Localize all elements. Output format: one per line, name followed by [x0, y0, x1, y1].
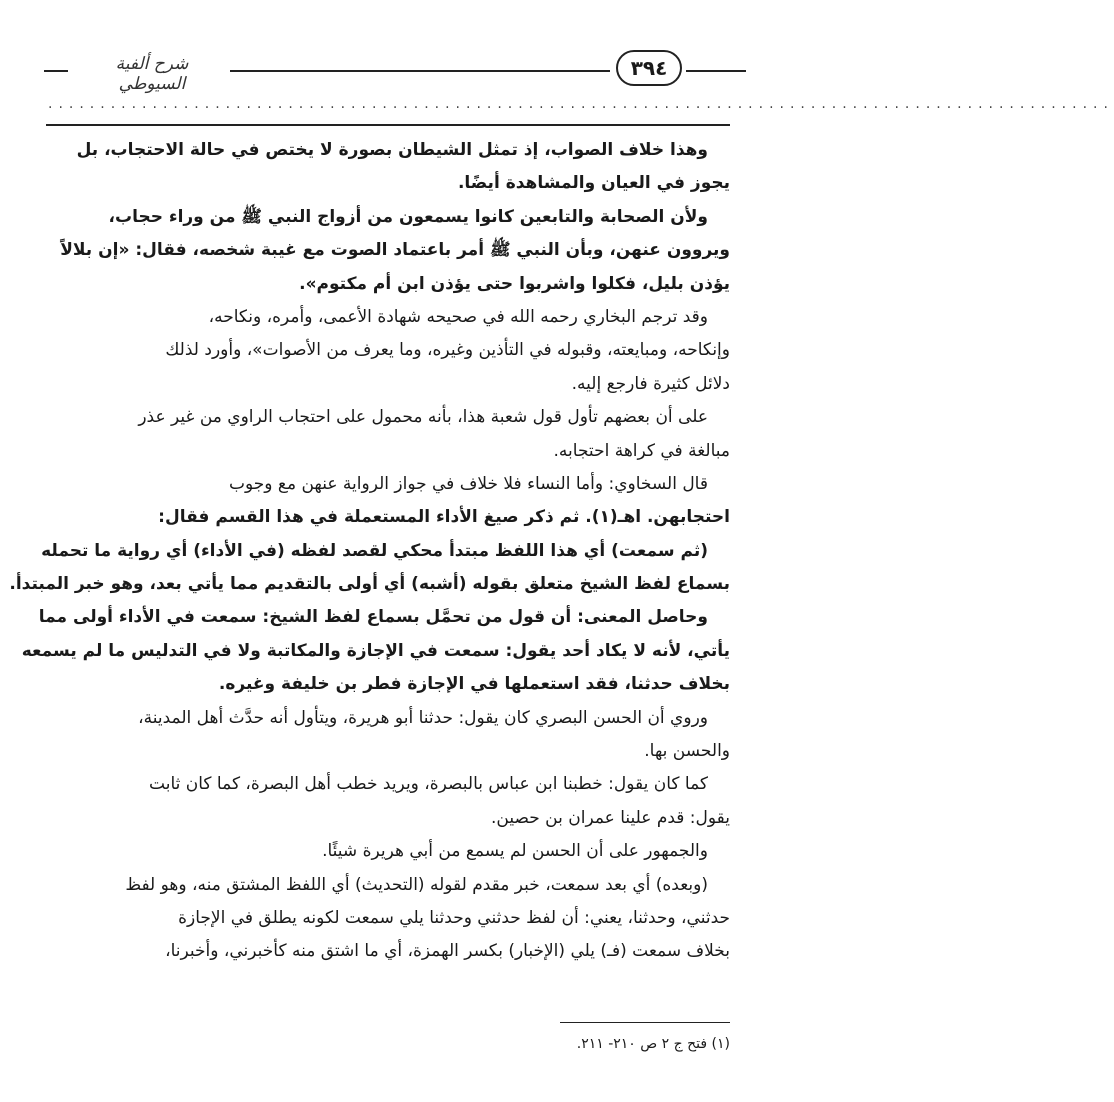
text-line: وقد ترجم البخاري رحمه الله في صحيحه شهادة الأعمى، وأمره، ونكاحه، — [208, 306, 708, 327]
text-line: وروي أن الحسن البصري كان يقول: حدثنا أبو هريرة، ويتأول أنه حدَّث أهل المدينة، — [138, 707, 708, 728]
text-line: حدثني، وحدثنا، يعني: أن لفظ حدثني وحدثنا يلي سمعت لكونه يطلق في الإجازة — [178, 907, 730, 928]
header-rule-middle — [230, 70, 610, 72]
text-line: وحاصل المعنى: أن قول من تحمَّل بسماع لفظ الشيخ: سمعت في الأداء أولى مما — [38, 607, 708, 628]
text-line: احتجابهن. اهـ(١). ثم ذكر صيغ الأداء المستعملة في هذا القسم فقال: — [158, 507, 730, 528]
text-line: بخلاف سمعت (فـ) يلي (الإخبار) بكسر الهمزة، أي ما اشتق منه كأخبرني، وأخبرنا، — [165, 941, 730, 962]
text-line: بخلاف حدثنا، فقد استعملها في الإجازة فطر بن خليفة وغيره. — [218, 674, 730, 695]
page-header — [30, 48, 750, 94]
running-title: شرح ألفية السيوطي — [115, 54, 189, 94]
text-line: مبالغة في كراهة احتجابه. — [553, 440, 730, 461]
page-number: ٣٩٤ — [616, 50, 682, 86]
text-line: ولأن الصحابة والتابعين كانوا يسمعون من أزواج النبي ﷺ من وراء حجاب، — [108, 206, 708, 227]
text-line: وهذا خلاف الصواب، إذ تمثل الشيطان بصورة لا يختص في حالة الاحتجاب، بل — [76, 140, 708, 160]
body-text — [9, 134, 730, 969]
text-line: والحسن بها. — [644, 741, 730, 762]
footnote: (١) فتح ج ٢ ص ٢١٠- ٢١١. — [576, 1036, 730, 1052]
text-line: وإنكاحه، ومبايعته، وقبوله في التأذين وغيره، وما يعرف من الأصوات»، وأورد لذلك — [165, 340, 730, 361]
text-line: بسماع لفظ الشيخ متعلق بقوله (أشبه) أي أولى بالتقديم مما يأتي بعد، وهو خبر المبتدأ. — [9, 574, 730, 595]
text-line: (وبعده) أي بعد سمعت، خبر مقدم لقوله (التحديث) أي اللفظ المشتق منه، وهو لفظ — [125, 874, 708, 895]
text-line: قال السخاوي: وأما النساء فلا خلاف في جواز الرواية عنهن مع وجوب — [229, 473, 708, 494]
text-line: يقول: قدم علينا عمران بن حصين. — [491, 807, 730, 828]
paragraph-block — [9, 134, 730, 969]
text-line: كما كان يقول: خطبنا ابن عباس بالبصرة، ويريد خطب أهل البصرة، كما كان ثابت — [149, 774, 708, 795]
text-line: والجمهور على أن الحسن لم يسمع من أبي هريرة شيئًا. — [322, 841, 708, 862]
footnote-rule — [560, 1022, 730, 1023]
text-line: دلائل كثيرة فارجع إليه. — [571, 373, 730, 394]
text-line: يأتي، لأنه لا يكاد أحد يقول: سمعت في الإجازة والمكاتبة ولا في التدليس ما لم يسمعه — [21, 640, 730, 661]
text-line: ويروون عنهن، وبأن النبي ﷺ أمر باعتماد الصوت مع غيبة شخصه، فقال: «إن بلالاً — [60, 240, 730, 261]
text-line: يؤذن بليل، فكلوا واشربوا حتى يؤذن ابن أم مكتوم». — [299, 273, 730, 294]
top-rule — [46, 124, 730, 126]
text-line: على أن بعضهم تأول قول شعبة هذا، بأنه محمول على احتجاب الراوي من غير عذر — [138, 407, 708, 428]
text-line: يجوز في العيان والمشاهدة أيضًا. — [457, 173, 730, 194]
header-rule-right — [686, 70, 746, 72]
header-rule-left — [44, 70, 68, 72]
text-line: (ثم سمعت) أي هذا اللفظ مبتدأ محكي لقصد لفظه (في الأداء) أي رواية ما تحمله — [41, 540, 708, 561]
dotted-separator: ...................................................................................................... — [48, 96, 1114, 112]
